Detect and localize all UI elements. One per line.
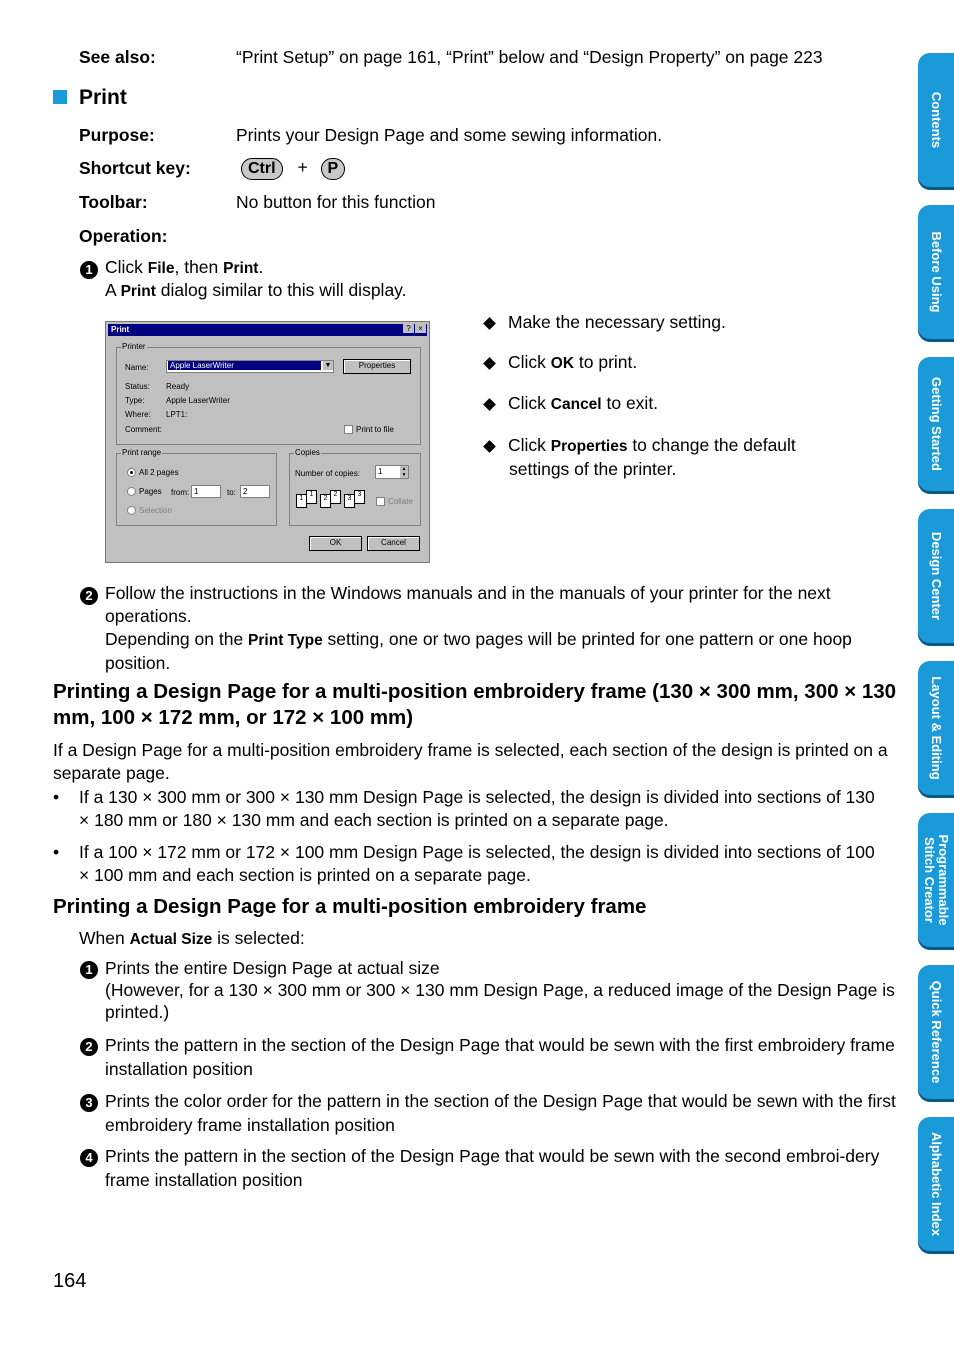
copies-label: Number of copies: bbox=[295, 469, 360, 478]
tab-quick-reference[interactable]: Quick Reference bbox=[918, 965, 954, 1099]
comment-label: Comment: bbox=[125, 425, 162, 434]
print-to-file-label: Print to file bbox=[356, 425, 394, 434]
ok-button[interactable]: OK bbox=[309, 536, 362, 551]
copies-group: Copies bbox=[289, 453, 421, 526]
see-also-text: “Print Setup” on page 161, “Print” below and “Design Property” on page 223 bbox=[236, 47, 823, 67]
shortcut-keys bbox=[241, 157, 345, 180]
toolbar-label: Toolbar: bbox=[79, 192, 148, 212]
section-title: Print bbox=[79, 86, 127, 109]
spinner-icon[interactable]: ▲ ▼ bbox=[401, 466, 407, 478]
chevron-down-icon: ▼ bbox=[324, 362, 332, 369]
tab-design-center[interactable]: Design Center bbox=[918, 509, 954, 643]
heading-multi-position-frame: Printing a Design Page for a multi-position embroidery frame (130 × 300 mm, 300 × 130 mm, 100 × 172 mm, or 172 × 100 mm) bbox=[53, 680, 897, 729]
when-text: When Actual Size is selected: bbox=[79, 928, 305, 948]
list-item: Prints the color order for the pattern in the section of the Design Page that would be sewn with the first embroidery frame installation position bbox=[105, 1091, 896, 1135]
step2-number: 2 bbox=[80, 584, 98, 605]
copies-input[interactable]: 1 ▲ ▼ bbox=[375, 465, 409, 479]
list-item: Prints the entire Design Page at actual size bbox=[105, 958, 440, 978]
from-label: from: bbox=[171, 488, 190, 497]
note-item: Click OK to print. bbox=[485, 352, 637, 373]
purpose-text: Prints your Design Page and some sewing information. bbox=[236, 125, 663, 145]
pages-radio[interactable] bbox=[127, 487, 136, 496]
tab-programmable-stitch-creator[interactable]: Programmable Stitch Creator bbox=[918, 813, 954, 947]
list-number: 2 bbox=[80, 1035, 98, 1056]
section-square-icon bbox=[53, 90, 67, 104]
collate-page-icon: 2 bbox=[320, 494, 331, 508]
printer-name-select[interactable]: Apple LaserWriter ▼ bbox=[166, 360, 334, 373]
collate-page-icon: 1 bbox=[306, 490, 317, 504]
bullet-icon: • bbox=[53, 787, 60, 807]
tab-layout-editing[interactable]: Layout & Editing bbox=[918, 661, 954, 795]
step1-line2: A Print dialog similar to this will display. bbox=[105, 280, 407, 300]
list-number: 3 bbox=[80, 1091, 98, 1112]
step2-text2: Depending on the Print Type setting, one or two pages will be printed for one pattern or one hoop position. bbox=[105, 629, 852, 673]
print-to-file-checkbox[interactable] bbox=[344, 425, 353, 434]
tab-getting-started[interactable]: Getting Started bbox=[918, 357, 954, 491]
properties-button[interactable]: Properties bbox=[343, 359, 411, 374]
cancel-button[interactable]: Cancel bbox=[367, 536, 420, 551]
see-also-label: See also: bbox=[79, 47, 156, 67]
plus-sign: + bbox=[297, 157, 308, 177]
p-key: P bbox=[321, 158, 346, 180]
type-label: Type: bbox=[125, 396, 145, 405]
diamond-icon bbox=[483, 398, 496, 411]
name-label: Name: bbox=[125, 363, 149, 372]
purpose-label: Purpose: bbox=[79, 125, 155, 145]
diamond-icon bbox=[483, 317, 496, 330]
where-value: LPT1: bbox=[166, 410, 188, 419]
collate-page-icon: 3 bbox=[344, 494, 355, 508]
tab-alphabetic-index[interactable]: Alphabetic Index bbox=[918, 1117, 954, 1251]
heading-multi-position-frame-2: Printing a Design Page for a multi-position embroidery frame bbox=[53, 895, 647, 918]
all-pages-label: All 2 pages bbox=[139, 468, 179, 477]
bullet-icon: • bbox=[53, 842, 60, 862]
collate-page-icon: 2 bbox=[330, 490, 341, 504]
shortcut-label: Shortcut key: bbox=[79, 158, 191, 178]
diamond-icon bbox=[483, 357, 496, 370]
print-range-group: Print range bbox=[116, 453, 277, 526]
note-item: Click Cancel to exit. bbox=[485, 393, 658, 414]
operation-label: Operation: bbox=[79, 226, 168, 246]
where-label: Where: bbox=[125, 410, 151, 419]
print-dialog bbox=[105, 321, 430, 563]
diamond-icon bbox=[483, 440, 496, 453]
dialog-title-bar: Print bbox=[108, 324, 427, 336]
type-value: Apple LaserWriter bbox=[166, 396, 230, 405]
tab-before-using[interactable]: Before Using bbox=[918, 205, 954, 339]
list-item: Prints the pattern in the section of the Design Page that would be sewn with the second embroi-dery frame installation position bbox=[105, 1146, 880, 1190]
collate-label: Collate bbox=[388, 497, 413, 506]
list-item-note: (However, for a 130 × 300 mm or 300 × 130 mm Design Page, a reduced image of the Design Page is printed.) bbox=[105, 980, 895, 1022]
collate-checkbox[interactable] bbox=[376, 497, 385, 506]
toolbar-text: No button for this function bbox=[236, 192, 436, 212]
all-pages-radio[interactable] bbox=[127, 468, 136, 477]
note-item: Click Properties to change the default settings of the printer. bbox=[485, 434, 849, 481]
step1-number: 1 bbox=[80, 258, 98, 279]
to-label: to: bbox=[227, 488, 236, 497]
from-input[interactable]: 1 bbox=[191, 485, 221, 498]
ctrl-key: Ctrl bbox=[241, 158, 283, 180]
list-item: Prints the pattern in the section of the Design Page that would be sewn with the first embroidery frame installation position bbox=[105, 1035, 895, 1079]
list-number: 1 bbox=[80, 958, 98, 979]
tab-contents[interactable]: Contents bbox=[918, 53, 954, 187]
paragraph: If a Design Page for a multi-position embroidery frame is selected, each section of the design is printed on a separate page. bbox=[53, 740, 888, 783]
bullet-item: If a 100 × 172 mm or 172 × 100 mm Design Page is selected, the design is divided into sections of 100 × 100 mm and each section is printed on a separate page. bbox=[79, 842, 875, 885]
list-number: 4 bbox=[80, 1146, 98, 1167]
status-value: Ready bbox=[166, 382, 190, 391]
collate-page-icon: 3 bbox=[354, 490, 365, 504]
page-number: 164 bbox=[53, 1270, 87, 1292]
selection-radio[interactable] bbox=[127, 506, 136, 515]
collate-page-icon: 1 bbox=[296, 494, 307, 508]
selection-label: Selection bbox=[139, 506, 172, 515]
step1-line1: Click File, then Print. bbox=[105, 257, 264, 277]
help-button[interactable]: ? bbox=[403, 324, 414, 333]
close-button[interactable]: × bbox=[415, 324, 426, 333]
to-input[interactable]: 2 bbox=[240, 485, 270, 498]
bullet-item: If a 130 × 300 mm or 300 × 130 mm Design Page is selected, the design is divided into sections of 130 × 180 mm or 180 × 130 mm and each section is printed on a separate page. bbox=[79, 787, 875, 830]
printer-group: Printer bbox=[116, 347, 421, 445]
pages-label: Pages bbox=[139, 487, 162, 496]
step2-text: Follow the instructions in the Windows manuals and in the manuals of your printer for the next operations. bbox=[105, 583, 831, 626]
note-item: Make the necessary setting. bbox=[485, 312, 726, 333]
status-label: Status: bbox=[125, 382, 150, 391]
